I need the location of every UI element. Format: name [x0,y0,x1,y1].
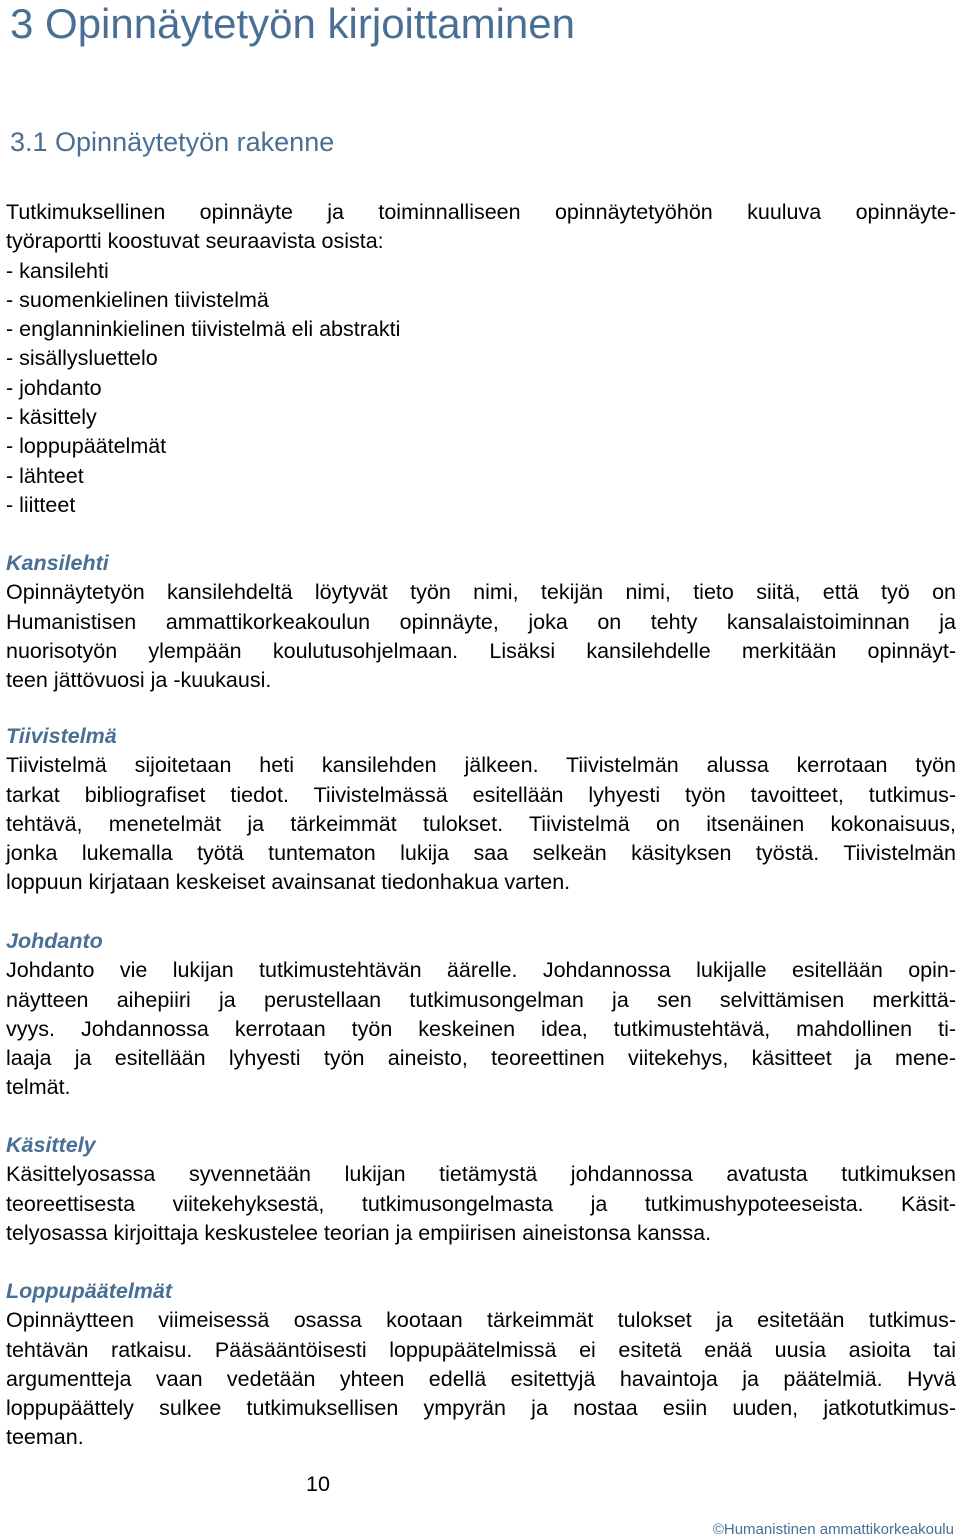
text-line: tehtävä, menetelmät ja tärkeimmät tulokset. Tiivistelmä on itsenäinen kokonaisuus, [6,811,956,836]
text-line: Humanistisen ammattikorkeakoulun opinnäyte, joka on tehty kansalaistoiminnan ja [6,609,956,634]
list-item: - johdanto [6,375,102,400]
text-line: teen jättövuosi ja -kuukausi. [6,668,272,693]
text-line: telyosassa kirjoittaja keskustelee teorian ja empiirisen aineistonsa kanssa. [6,1220,712,1245]
text-line: nuorisotyön ylempään koulutusohjelmaan. Lisäksi kansilehdelle merkitään opinnäyt- [6,638,956,663]
section-heading: 3.1 Opinnäytetyön rakenne [10,127,335,157]
section-kansilehti [6,549,956,695]
text-line: tehtävän ratkaisu. Pääsääntöisesti loppupäätelmissä ei esitetä enää uusia asioita tai [6,1337,956,1362]
section-johdanto [6,927,956,1103]
text-line: Opinnäytetyön kansilehdeltä löytyvät työn nimi, tekijän nimi, tieto siitä, että työ on [6,580,956,605]
text-line: Opinnäytteen viimeisessä osassa kootaan tärkeimmät tulokset ja esitetään tutkimus- [6,1308,956,1333]
section-title: Loppupäätelmät [6,1279,173,1303]
list-item: - sisällysluettelo [6,346,158,371]
section-title: Kansilehti [6,551,109,575]
list-item: - liitteet [6,492,76,517]
text-line: Tutkimuksellinen opinnäyte ja toiminnalliseen opinnäytetyöhön kuuluva opinnäyte- [6,200,956,224]
text-line: telmät. [6,1075,71,1100]
text-line: loppuun kirjataan keskeiset avainsanat tiedonhakua varten. [6,870,571,895]
page-number: 10 [306,1472,330,1496]
list-item: - loppupäätelmät [6,434,167,459]
list-item: - käsittely [6,405,97,430]
section-title: Tiivistelmä [6,724,117,748]
section-tiivistelma [6,722,956,898]
footer-copyright: ©Humanistinen ammattikorkeakoulu [712,1521,954,1538]
text-line: teeman. [6,1425,84,1450]
text-line: teoreettisesta viitekehyksestä, tutkimusongelmasta ja tutkimushypoteeseista. Käsit- [6,1191,956,1216]
intro-paragraph [6,198,956,520]
text-line: tarkat bibliografiset tiedot. Tiivistelmässä esitellään lyhyesti työn tavoitteet, tutkimus- [6,782,956,807]
text-line: Tiivistelmä sijoitetaan heti kansilehden jälkeen. Tiivistelmän alussa kerrotaan työn [6,753,956,778]
text-line: Johdanto vie lukijan tutkimustehtävän äärelle. Johdannossa lukijalle esitellään opin- [6,958,956,983]
text-line: näytteen aihepiiri ja perustellaan tutkimusongelman ja sen selvittämisen merkittä- [6,987,956,1012]
list-item: - suomenkielinen tiivistelmä [6,287,269,312]
text-line: jonka lukemalla työtä tuntematon lukija saa selkeän käsityksen työstä. Tiivistelmän [6,841,956,866]
text-line: vyys. Johdannossa kerrotaan työn keskeinen idea, tutkimustehtävä, mahdollinen ti- [6,1016,956,1041]
section-loppupaatelmat [6,1277,956,1453]
section-title: Johdanto [6,929,103,953]
text-line: työraportti koostuvat seuraavista osista: [6,229,384,254]
list-item: - englanninkielinen tiivistelmä eli abstrakti [6,317,401,342]
section-kasittely [6,1131,956,1248]
page-title: 3 Opinnäytetyön kirjoittaminen [10,0,575,47]
section-title: Käsittely [6,1133,96,1157]
text-line: laaja ja esitellään lyhyesti työn aineisto, teoreettinen viitekehys, käsitteet ja mene- [6,1046,956,1071]
list-item: - lähteet [6,463,84,488]
list-item: - kansilehti [6,258,109,283]
text-line: Käsittelyosassa syvennetään lukijan tietämystä johdannossa avatusta tutkimuksen [6,1162,956,1187]
text-line: argumentteja vaan vedetään yhteen edellä esitettyjä havaintoja ja päätelmiä. Hyvä [6,1366,956,1391]
text-line: loppupäättely sulkee tutkimuksellisen ympyrän ja nostaa esiin uuden, jatkotutkimus- [6,1396,956,1421]
